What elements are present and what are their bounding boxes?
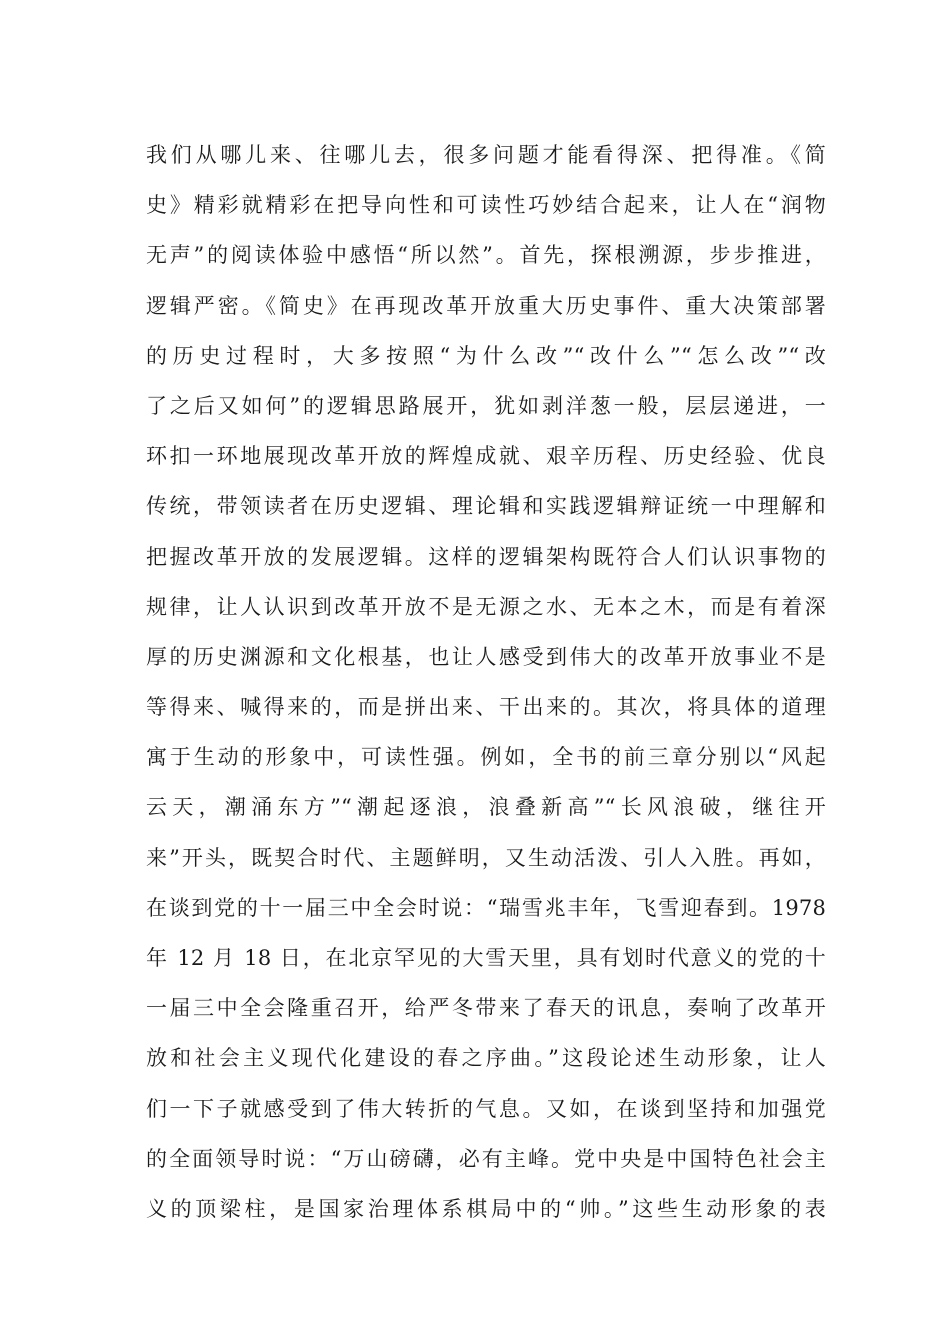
text-line-6: 了之后又如何”的逻辑思路展开，犹如剥洋葱一般，层层递进，一 [146,393,826,418]
text-line-21: 的全面领导时说：“万山磅礴，必有主峰。党中央是中国特色社会主 [146,1146,826,1171]
text-line-15: 来”开头，既契合时代、主题鲜明，又生动活泼、引人入胜。再如， [146,845,826,870]
text-line-10: 规律，让人认识到改革开放不是无源之水、无本之木，而是有着深 [146,594,826,619]
text-line-14: 云天，潮涌东方”“潮起逐浪，浪叠新高”“长风浪破，继往开 [146,795,826,820]
text-line-11: 厚的历史渊源和文化根基，也让人感受到伟大的改革开放事业不是 [146,644,826,669]
text-line-3: 无声”的阅读体验中感悟“所以然”。首先，探根溯源，步步推进， [146,243,826,268]
text-line-16: 在谈到党的十一届三中全会时说：“瑞雪兆丰年，飞雪迎春到。1978 [146,895,826,920]
text-line-20: 们一下子就感受到了伟大转折的气息。又如，在谈到坚持和加强党 [146,1096,826,1121]
text-line-13: 寓于生动的形象中，可读性强。例如，全书的前三章分别以“风起 [146,745,826,770]
text-line-9: 把握改革开放的发展逻辑。这样的逻辑架构既符合人们认识事物的 [146,544,826,569]
text-line-12: 等得来、喊得来的，而是拼出来、干出来的。其次，将具体的道理 [146,695,826,720]
text-line-19: 放和社会主义现代化建设的春之序曲。”这段论述生动形象，让人 [146,1046,826,1071]
text-line-22: 义的顶梁柱，是国家治理体系棋局中的“帅。”这些生动形象的表 [146,1196,826,1221]
text-line-5: 的历史过程时，大多按照“为什么改”“改什么”“怎么改”“改 [146,343,826,368]
text-line-18: 一届三中全会隆重召开，给严冬带来了春天的讯息，奏响了改革开 [146,996,826,1021]
text-line-2: 史》精彩就精彩在把导向性和可读性巧妙结合起来，让人在“润物 [146,193,826,218]
text-line-17: 年 12 月 18 日，在北京罕见的大雪天里，具有划时代意义的党的十 [146,946,826,970]
text-line-7: 环扣一环地展现改革开放的辉煌成就、艰辛历程、历史经验、优良 [146,444,826,469]
text-line-4: 逻辑严密。《简史》在再现改革开放重大历史事件、重大决策部署 [146,293,826,318]
body-paragraph [146,130,826,1234]
text-line-8: 传统，带领读者在历史逻辑、理论辑和实践逻辑辩证统一中理解和 [146,494,826,519]
text-line-1: 我们从哪儿来、往哪儿去，很多问题才能看得深、把得准。《简 [146,143,826,167]
